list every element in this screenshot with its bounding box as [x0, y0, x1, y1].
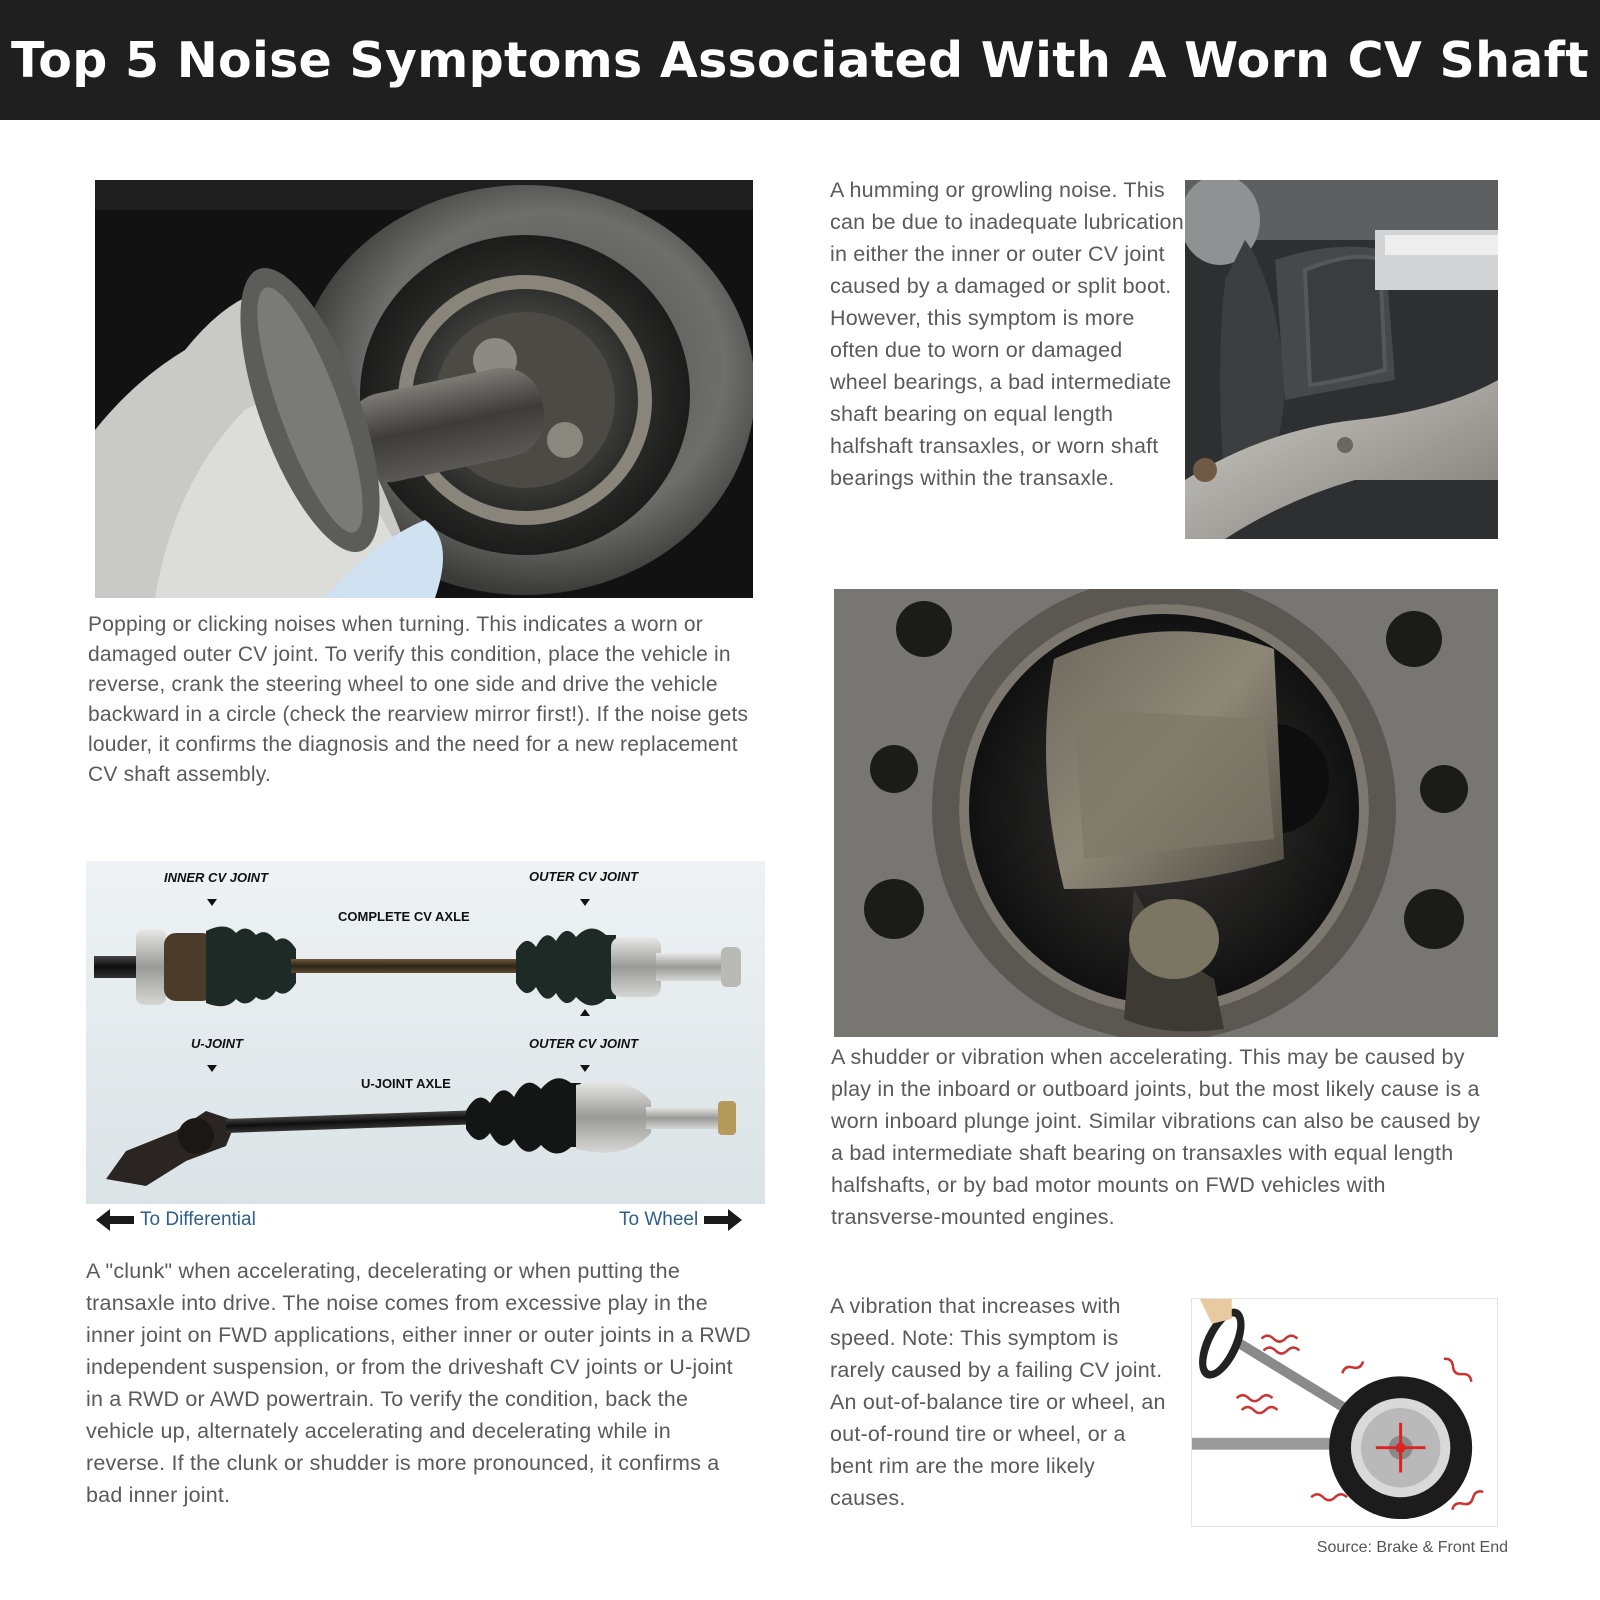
- complete-cv-axle-label: COMPLETE CV AXLE: [338, 909, 470, 924]
- arrow-right-icon: [702, 1207, 744, 1233]
- page-title: Top 5 Noise Symptoms Associated With A Worn CV Shaft: [11, 31, 1589, 89]
- outer-cv-joint-label-bottom: OUTER CV JOINT: [529, 1036, 639, 1051]
- to-differential-label: To Differential: [140, 1209, 256, 1230]
- worn-cv-joint-photo: [95, 180, 753, 598]
- to-wheel-label: To Wheel: [619, 1209, 699, 1230]
- inner-cv-joint-label: INNER CV JOINT: [164, 870, 269, 885]
- u-joint-axle-label: U-JOINT AXLE: [361, 1076, 451, 1091]
- outer-cv-joint-label-top: OUTER CV JOINT: [529, 869, 639, 884]
- u-joint-label: U-JOINT: [191, 1036, 243, 1051]
- to-wheel-caption: [619, 1207, 744, 1233]
- wheel-bearing-photo: [1185, 180, 1498, 539]
- symptom-clunk-text: A "clunk" when accelerating, decelerating or when putting the transaxle into drive. The noise comes from excessive play in the inner joint on FWD applications, either inner or outer joints in a RWD independent suspension, or from the driveshaft CV joints or U-joint in a RWD or AWD powertrain. To verify the condition, back the vehicle up, alternately accelerating and decelerating while in reverse. If the clunk or shudder is more pronounced, it confirms a bad inner joint.: [86, 1259, 751, 1507]
- arrow-left-icon: [94, 1207, 136, 1233]
- wheel-vibration-illustration: [1191, 1298, 1498, 1527]
- symptom-popping-text: Popping or clicking noises when turning. This indicates a worn or damaged outer CV joint. To verify this condition, place the vehicle in reverse, crank the steering wheel to one side and drive the vehicle backward in a circle (check the rearview mirror first!). If the noise gets louder, it confirms the diagnosis and the need for a new replacement CV shaft assembly.: [88, 613, 749, 786]
- plunge-joint-photo: [834, 589, 1498, 1037]
- axle-diagram: [86, 861, 765, 1204]
- symptom-shudder-text: A shudder or vibration when accelerating. This may be caused by play in the inboard or outboard joints, but the most likely cause is a worn inboard plunge joint. Similar vibrations can also be caused by a bad intermediate shaft bearing on transaxles with equal length halfshafts, or by bad motor mounts on FWD vehicles with transverse-mounted engines.: [831, 1045, 1481, 1229]
- symptom-humming-text: A humming or growling noise. This can be due to inadequate lubrication in either the inner or outer CV joint caused by a damaged or split boot. However, this symptom is more often due to worn or damaged wheel bearings, a bad intermediate shaft bearing on equal length halfshaft transaxles, or worn shaft bearings within the transaxle.: [830, 178, 1184, 490]
- page-header: [0, 0, 1600, 120]
- source-credit: Source: Brake & Front End: [1316, 1539, 1508, 1556]
- symptom-vibration-text: A vibration that increases with speed. Note: This symptom is rarely caused by a failing CV joint. An out-of-balance tire or wheel, an out-of-round tire or wheel, or a bent rim are the more likely causes.: [830, 1294, 1166, 1510]
- to-differential-caption: [94, 1207, 256, 1233]
